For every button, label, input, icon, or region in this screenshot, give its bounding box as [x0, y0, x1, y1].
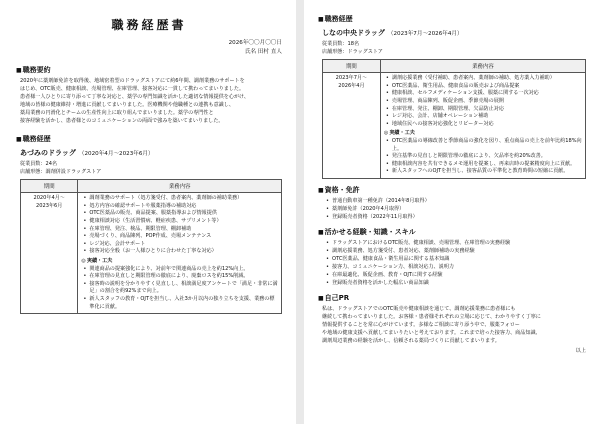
document-page-2 — [304, 0, 600, 424]
list-item: • 薬剤師免許（2020年4月取得） — [332, 205, 586, 213]
summary-text: 2020年に薬剤師免許を取得後、地域密着型のドラッグストアにて約6年間、調剤業務のサポートを はじめ、OTC販売、健康相談、売場管理、在庫管理、接客対応に一貫して携わってまいりました。 患者様一人ひとりに寄り添って丁寧な対応と、薬学の専門知識を活かした適切な情報提供を心がけ、 地域の皆様の健康維持・増進に貢献してまいりました。医療機関や他職種との連携も意識し、 薬局業務の円滑化とチームの生産性向上に取り組んでまいりました。薬学の専門性と 接客経験を活かし、患者様とのコミュニケーションの両面で強みを築いてまいりました。 — [20, 78, 250, 124]
skills-heading: ■活かせる経験・知識・スキル — [318, 227, 416, 236]
closing-text: 以上 — [575, 347, 586, 354]
company-1-store-type: 店舗形態：調剤併設ドラッグストア — [20, 168, 102, 175]
summary-heading: ■職務要約 — [16, 66, 51, 74]
company-1-title: あづみのドラッグ （2020年4月〜2023年6月） — [20, 149, 154, 157]
list-item: • 普通自動車第一種免許（2014年8月取得） — [332, 197, 586, 205]
history-heading: ■職務経歴 — [16, 135, 51, 143]
company-1-duty-table — [20, 179, 282, 314]
company-2-title: しなの中央ドラッグ （2023年7月〜2026年4月） — [322, 29, 463, 37]
achievement-list: • 関連商品の提案強化により、対前年で関連商品の売上を約12%向上。 • 在庫管理の見直しと期限管理の徹底により、廃棄ロスを約15%削減。 • 接客時の説明を分かりやすく見直しし、相談満足度アンケートで「満足・非常に満足」の割合を約92%まで向上。 • 新人スタッフの教育・OJTを担当し、入社3か月以内の独り立ちを支援、業務の標準化に貢献。 — [81, 266, 278, 312]
skills-list — [322, 239, 586, 287]
duty-list: • 調剤業務のサポート（処方箋受付、患者案内、薬剤師の補助業務） • 処方内容の確認サポートや服薬指導の補助対応 • OTC医薬品の販売、商品提案、服薬指導および情報提供 • 健康相談対応（生活習慣病、軽症疾患、サプリメント等） • 在庫管理、発注、検品、期限管理、棚卸補助 • 売場づくり、商品陳列、POP作成、売場メンテナンス • レジ対応、会計サポート • 接客対応全般（お一人様ひとりに合わせた丁寧な対応） — [81, 195, 278, 256]
company-2-duty-table — [322, 59, 586, 179]
company-1-employees: 従業員数：24名 — [20, 161, 58, 167]
section-square-icon: ■ — [318, 294, 324, 302]
table-header-period: 期間 — [323, 60, 381, 73]
license-list — [322, 197, 586, 221]
pr-heading: ■自己PR — [318, 293, 350, 302]
company-1-duties-cell — [78, 193, 282, 314]
applicant-name: 氏名 田村 直人 — [244, 49, 282, 55]
document-page-1 — [0, 0, 296, 424]
table-header-duties: 業務内容 — [380, 60, 585, 73]
section-square-icon: ■ — [16, 67, 22, 74]
table-header-duties: 業務内容 — [78, 180, 282, 193]
list-item: • OTC医薬品、健康食品・衛生用品に関する基本知識 — [332, 255, 586, 263]
achievement-list: • OTC医薬品の導線改善と季節商品の強化を図り、重点商品の売上を前年比約18%向上。 • 発注基準の見直しと期限管理の徹底により、欠品率を約20%改善。 • 健康相談内容を共有できるメモ運用を提案し、再来店時の提案精度向上に貢献。 • 新人スタッフへのOJTを担当し、接客品質の平準化と教育時間の短縮に貢献。 — [384, 138, 582, 176]
achievements-label: ◎ 実績・工夫 — [81, 258, 278, 266]
company-2-store-type: 店舗形態：ドラッグストア — [322, 48, 383, 55]
duty-list: • 調剤応援業務（受付補助、患者案内、薬剤師の補助、処方薬入力補助） • OTC医薬品、衛生用品、健康食品の販売および商品提案 • 健康相談、セルフメディケーション支援、服薬に関する一次対応 • 売場管理、商品陳列、販促企画、季節売場の展開 • 在庫管理、発注、棚卸、期限管理、欠品防止対応 • レジ対応、会計、店舗オペレーション補助 • 地域住民への接客対応強化とリピーター対応 — [384, 75, 582, 128]
pr-text: 私は、ドラッグストアでのOTC販売や健康相談を通じて、調剤応援業務に患者様にも 継続して携わってまいりました。お客様・患者様それぞれの立場に応じて、わかりやすく丁寧に 情報提供することを常に心がけています。多様なご相談に寄り添う中で、服薬フォロー や地域の健康支援へ貢献してまいりたいと考えております。これまで培った接客力、商品知識、 調剤周辺業務の経験を活かし、信頼される薬局づくりに貢献してまいります。 — [322, 305, 541, 344]
list-item: • 在庫最適化、販促企画、教育・OJTに関する経験 — [332, 271, 586, 279]
list-item: • 登録販売者資格を活かした幅広い商品知識 — [332, 279, 586, 287]
company-1-period-cell: 2020年4月〜 2023年6月 — [21, 193, 78, 314]
table-row — [21, 193, 282, 314]
section-square-icon: ■ — [16, 136, 22, 143]
licenses-heading: ■資格・免許 — [318, 185, 360, 194]
section-square-icon: ■ — [318, 16, 324, 23]
company-2-employees: 従業員数：18名 — [322, 41, 360, 47]
document-title: 職務経歴書 — [111, 18, 187, 32]
list-item: • 登録販売者資格（2022年11月取得） — [332, 213, 586, 221]
section-square-icon: ■ — [318, 186, 324, 194]
list-item: • 調剤応援業務、処方箋受付、患者対応、薬剤師補助の実務経験 — [332, 247, 586, 255]
table-header-period: 期間 — [21, 180, 78, 193]
list-item: • 接客力、コミュニケーション力、相談対応力、説明力 — [332, 263, 586, 271]
achievements-label: ◎ 実績・工夫 — [384, 130, 582, 138]
table-row — [323, 73, 586, 179]
document-date: 2026年〇〇月〇〇日 — [228, 40, 282, 46]
list-item: • ドラッグストアにおけるOTC販売、健康相談、売場管理、在庫管理の実務経験 — [332, 239, 586, 247]
company-2-duties-cell — [380, 73, 585, 179]
section-square-icon: ■ — [318, 228, 324, 236]
history-heading-continued: ■職務経歴 — [318, 15, 353, 23]
company-2-period-cell: 2023年7月〜 2026年4月 — [323, 73, 381, 179]
